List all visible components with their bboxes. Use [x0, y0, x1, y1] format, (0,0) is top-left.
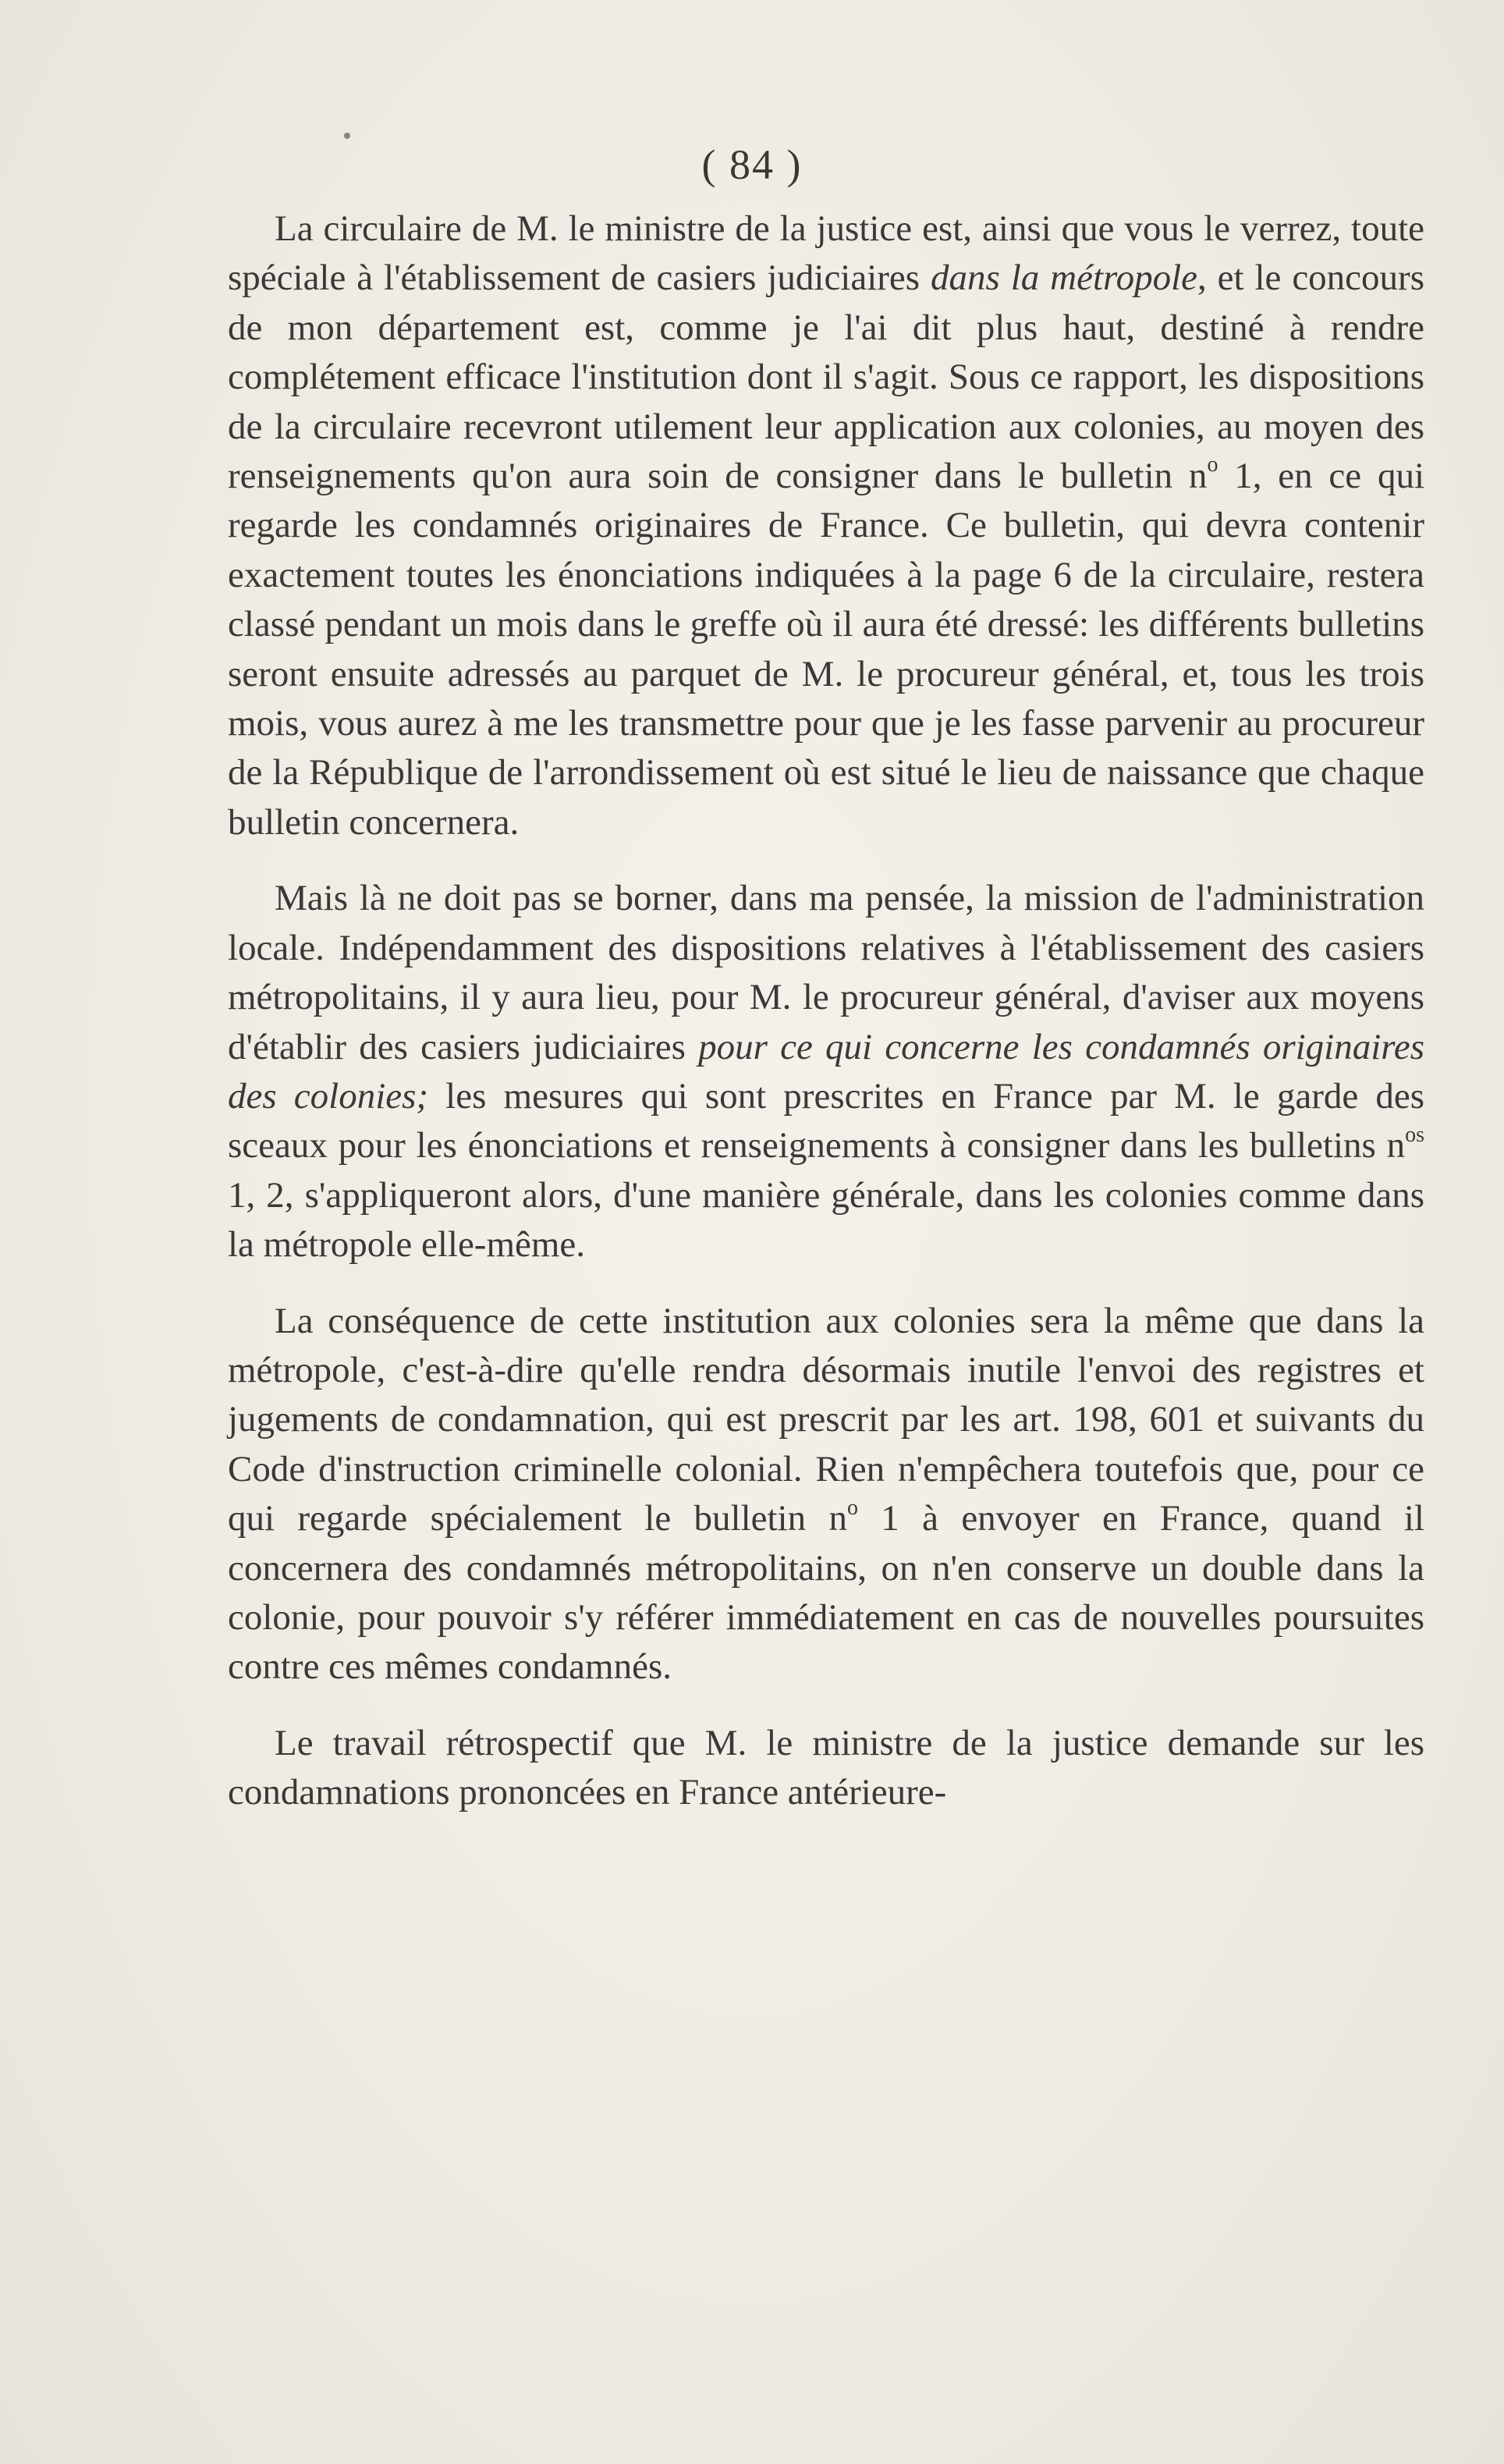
ink-dot: [344, 133, 350, 139]
paragraph-3-superscript: o: [846, 1495, 858, 1520]
paragraph-3: [228, 1297, 1424, 1692]
paragraph-1: [228, 204, 1424, 847]
paragraph-1-italic: dans la métropole: [931, 257, 1197, 299]
paragraph-2-italic: pour ce qui concerne les condamnés originaires des colonies;: [228, 1026, 1424, 1117]
paragraph-1-text-b: , et le concours de mon département est, comme je l'ai dit plus haut, destiné à rendre complétement efficace l'institution dont il s'agit. Sous ce rapport, les dispositions de la circulaire recevront utilement leur application aux colonies, au moyen des renseignements qu'on aura soin de consigner dans le bulletin n: [228, 257, 1424, 497]
paragraph-2-text-c: 1, 2, s'appliqueront alors, d'une manière générale, dans les colonies comme dans la métropole elle-même.: [228, 1174, 1424, 1266]
paragraph-2-superscript: os: [1405, 1122, 1424, 1147]
paragraph-1-superscript: o: [1207, 453, 1218, 478]
paragraph-2-text-a: Mais là ne doit pas se borner, dans ma pensée, la mission de l'administration locale. Indépendamment des dispositions relatives à l'établissement des casiers métropolitains, il y aura lieu, pour M. le procureur général, d'aviser aux moyens d'établir des casiers judiciaires: [228, 878, 1424, 1067]
paragraph-3-text-a: La conséquence de cette institution aux colonies sera la même que dans la métropole, c'est-à-dire qu'elle rendra désormais inutile l'envoi des registres et jugements de condamnation, qui est prescrit par les art. 198, 601 et suivants du Code d'instruction criminelle colonial. Rien n'empêchera toutefois que, pour ce qui regarde spécialement le bulletin n: [228, 1300, 1424, 1539]
page-number: ( 84 ): [701, 141, 803, 188]
paragraph-2-text-b: les mesures qui sont prescrites en France par M. le garde des sceaux pour les énonciations et renseignements à consigner dans les bulletins n: [228, 1075, 1424, 1166]
paragraph-4-text: Le travail rétrospectif que M. le ministre de la justice demande sur les condamnations prononcées en France antérieure-: [228, 1722, 1424, 1813]
body-text: [228, 204, 1424, 1844]
paragraph-3-text-b: 1 à envoyer en France, quand il concernera des condamnés métropolitains, on n'en conserve un double dans la colonie, pour pouvoir s'y référer immédiatement en cas de nouvelles poursuites contre ces mêmes condamnés.: [228, 1498, 1424, 1688]
paragraph-1-text-c: 1, en ce qui regarde les condamnés originaires de France. Ce bulletin, qui devra contenir exactement toutes les énonciations indiquées à la page 6 de la circulaire, restera classé pendant un mois dans le greffe où il aura été dressé: les différents bulletins seront ensuite adressés au parquet de M. le procureur général, et, tous les trois mois, vous aurez à me les transmettre pour que je les fasse parvenir au procureur de la République de l'arrondissement où est situé le lieu de naissance que chaque bulletin concernera.: [228, 456, 1425, 843]
paragraph-2: [228, 874, 1424, 1269]
paragraph-4: [228, 1719, 1424, 1818]
paragraph-1-text-a: La circulaire de M. le ministre de la justice est, ainsi que vous le verrez, toute spéciale à l'établissement de casiers judiciaires: [228, 208, 1424, 299]
